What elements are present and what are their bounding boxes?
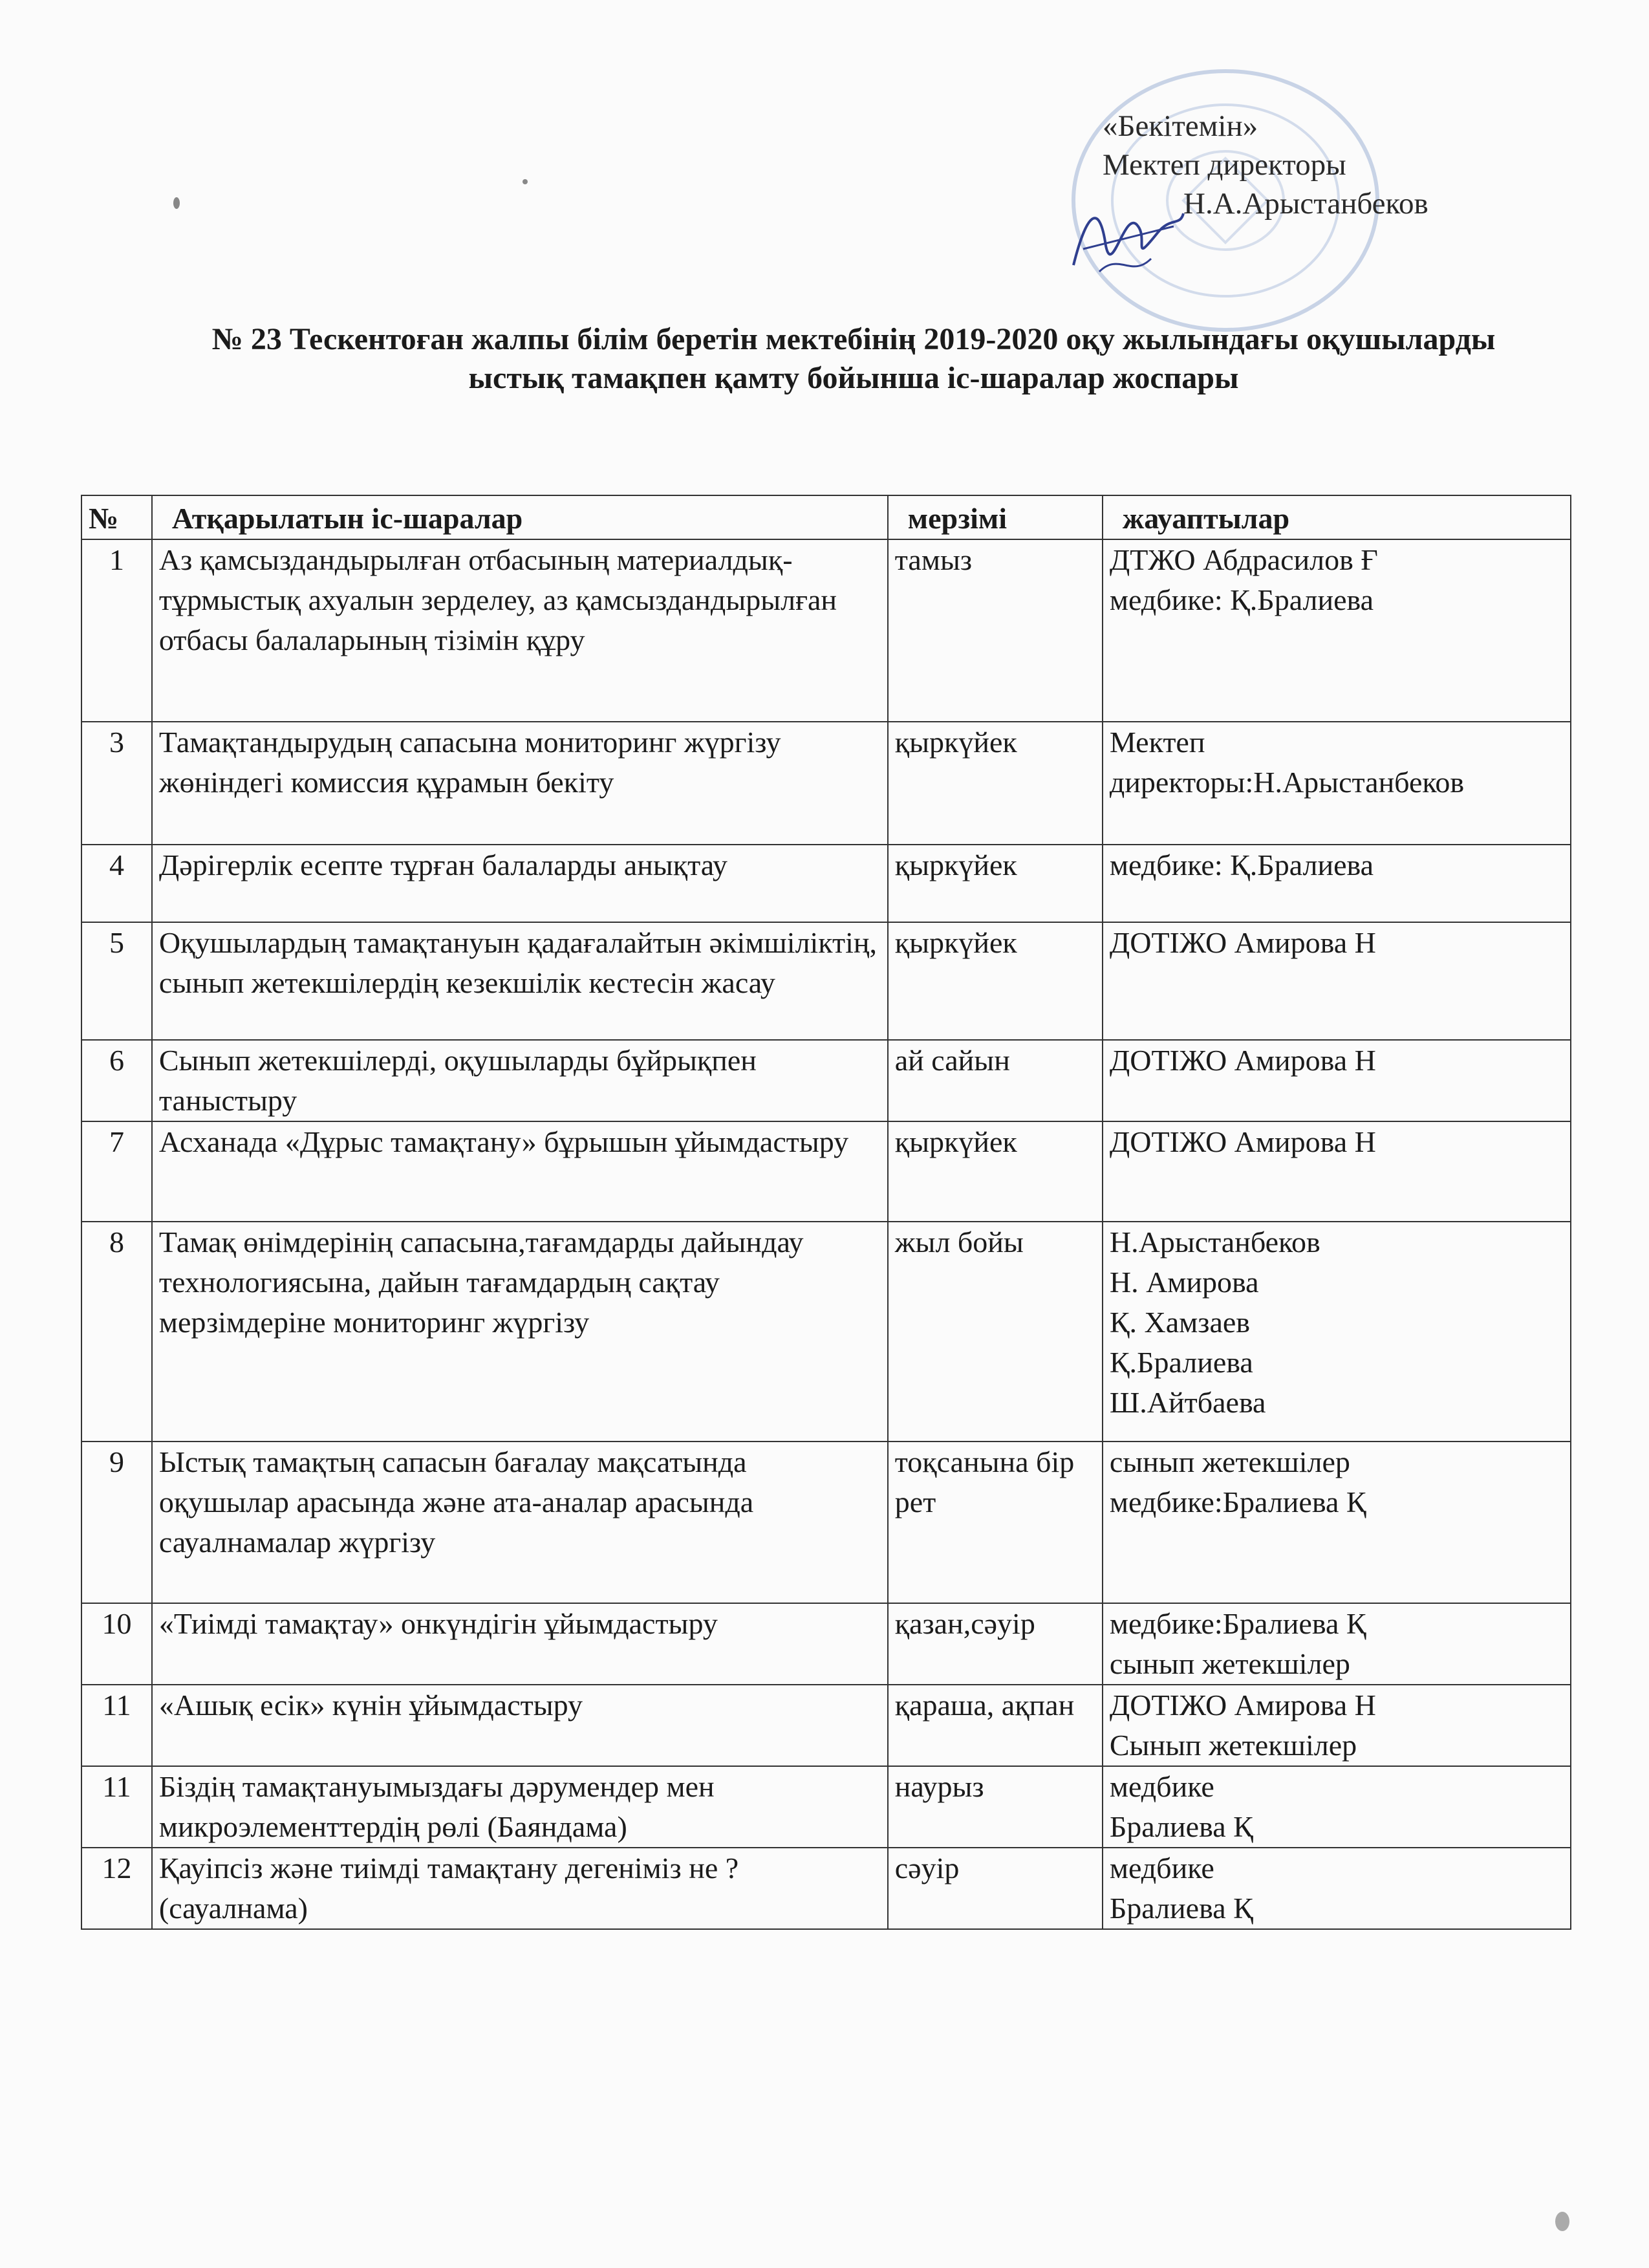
header-number: № <box>81 495 152 539</box>
row-responsible <box>1103 1121 1571 1222</box>
row-responsible <box>1103 1222 1571 1442</box>
scan-speck <box>523 179 528 184</box>
row-number: 9 <box>81 1442 152 1603</box>
row-responsible <box>1103 1685 1571 1766</box>
responsible-person: Сынып жетекшілер <box>1109 1729 1357 1762</box>
responsible-person: ДОТІЖО Амирова Н <box>1109 1689 1376 1722</box>
table-row <box>81 722 1571 845</box>
row-term: қыркүйек <box>888 1121 1103 1222</box>
table-row <box>81 1040 1571 1121</box>
row-responsible <box>1103 1040 1571 1121</box>
responsible-person: Ш.Айтбаева <box>1109 1386 1266 1419</box>
responsible-person: Мектеп директоры:Н.Арыстанбеков <box>1109 726 1465 799</box>
row-number: 12 <box>81 1848 152 1929</box>
table-row <box>81 845 1571 922</box>
scan-speck <box>173 197 180 209</box>
responsible-person: медбике <box>1109 1770 1214 1803</box>
row-activity: Біздің тамақтануымыздағы дәрумендер мен микроэлементтердің рөлі (Баяндама) <box>152 1766 888 1848</box>
row-term: ай сайын <box>888 1040 1103 1121</box>
row-number: 11 <box>81 1685 152 1766</box>
responsible-person: Қ.Бралиева <box>1109 1346 1253 1379</box>
row-responsible <box>1103 1766 1571 1848</box>
approval-director-name: Н.А.Арыстанбеков <box>1183 187 1428 221</box>
responsible-person: ДОТІЖО Амирова Н <box>1109 926 1376 959</box>
responsible-person: медбике <box>1109 1852 1214 1885</box>
row-term: қыркүйек <box>888 722 1103 845</box>
row-term: сәуір <box>888 1848 1103 1929</box>
row-number: 11 <box>81 1766 152 1848</box>
activity-plan-table <box>81 495 1571 1930</box>
row-activity: Асханада «Дұрыс тамақтану» бұрышын ұйымдастыру <box>152 1121 888 1222</box>
row-term: қараша, ақпан <box>888 1685 1103 1766</box>
row-activity: Дәрігерлік есепте тұрған балаларды анықтау <box>152 845 888 922</box>
responsible-person: сынып жетекшілер <box>1109 1647 1350 1680</box>
table-row <box>81 539 1571 722</box>
row-term: тоқсанына бір рет <box>888 1442 1103 1603</box>
row-responsible <box>1103 539 1571 722</box>
responsible-person: ДОТІЖО Амирова Н <box>1109 1044 1376 1077</box>
responsible-person: Бралиева Қ <box>1109 1892 1253 1925</box>
row-activity: Аз қамсыздандырылған отбасының материалдық-тұрмыстық ахуалын зерделеу, аз қамсыздандырылған отбасы балаларының тізімін құру <box>152 539 888 722</box>
row-number: 6 <box>81 1040 152 1121</box>
responsible-person: Н. Амирова <box>1109 1266 1259 1299</box>
row-number: 10 <box>81 1603 152 1685</box>
approval-heading: «Бекітемін» <box>1103 109 1258 143</box>
row-responsible <box>1103 1442 1571 1603</box>
row-number: 1 <box>81 539 152 722</box>
row-term: қыркүйек <box>888 922 1103 1040</box>
row-activity: «Тиімді тамақтау» онкүндігін ұйымдастыру <box>152 1603 888 1685</box>
row-number: 8 <box>81 1222 152 1442</box>
row-activity: Қауіпсіз және тиімді тамақтану дегеніміз не ? (сауалнама) <box>152 1848 888 1929</box>
header-activity: Атқарылатын іс-шаралар <box>152 495 888 539</box>
row-activity: Тамақ өнімдерінің сапасына,тағамдарды дайындау технологиясына, дайын тағамдардың сақтау мерзімдеріне мониторинг жүргізу <box>152 1222 888 1442</box>
table-body <box>81 539 1571 1929</box>
row-number: 3 <box>81 722 152 845</box>
table-header-row <box>81 495 1571 539</box>
row-number: 5 <box>81 922 152 1040</box>
row-term: қыркүйек <box>888 845 1103 922</box>
row-responsible <box>1103 845 1571 922</box>
row-responsible <box>1103 722 1571 845</box>
responsible-person: медбике:Бралиева Қ <box>1109 1607 1366 1640</box>
approval-block <box>1103 107 1428 223</box>
header-responsible: жауаптылар <box>1103 495 1571 539</box>
row-term: жыл бойы <box>888 1222 1103 1442</box>
row-activity: Оқушылардың тамақтануын қадағалайтын әкімшіліктің, сынып жетекшілердің кезекшілік кестесін жасау <box>152 922 888 1040</box>
responsible-person: ДТЖО Абдрасилов Ғ <box>1109 543 1378 576</box>
row-term: қазан,сәуір <box>888 1603 1103 1685</box>
document-title: № 23 Тескентоған жалпы білім беретін мектебінің 2019-2020 оқу жылындағы оқушыларды ыстық тамақпен қамту бойынша іс-шаралар жоспары <box>211 322 1496 395</box>
table-row <box>81 1603 1571 1685</box>
table-row <box>81 1848 1571 1929</box>
responsible-person: ДОТІЖО Амирова Н <box>1109 1125 1376 1158</box>
row-activity: «Ашық есік» күнін ұйымдастыру <box>152 1685 888 1766</box>
row-activity: Сынып жетекшілерді, оқушыларды бұйрықпен таныстыру <box>152 1040 888 1121</box>
table-row <box>81 1685 1571 1766</box>
row-term: наурыз <box>888 1766 1103 1848</box>
responsible-person: Қ. Хамзаев <box>1109 1306 1251 1339</box>
responsible-person: медбике: Қ.Бралиева <box>1109 583 1374 616</box>
row-responsible <box>1103 1848 1571 1929</box>
row-term: тамыз <box>888 539 1103 722</box>
table-row <box>81 1766 1571 1848</box>
row-responsible <box>1103 922 1571 1040</box>
row-number: 7 <box>81 1121 152 1222</box>
responsible-person: Н.Арыстанбеков <box>1109 1226 1320 1258</box>
header-term: мерзімі <box>888 495 1103 539</box>
table-row <box>81 922 1571 1040</box>
responsible-person: Бралиева Қ <box>1109 1810 1253 1843</box>
approval-position: Мектеп директоры <box>1103 148 1346 182</box>
row-activity: Тамақтандырудың сапасына мониторинг жүргізу жөніндегі комиссия құрамын бекіту <box>152 722 888 845</box>
row-number: 4 <box>81 845 152 922</box>
scan-speck <box>1555 2212 1569 2231</box>
table-row <box>81 1121 1571 1222</box>
responsible-person: медбике: Қ.Бралиева <box>1109 848 1374 881</box>
responsible-person: медбике:Бралиева Қ <box>1109 1485 1366 1518</box>
responsible-person: сынып жетекшілер <box>1109 1445 1350 1478</box>
table-row <box>81 1222 1571 1442</box>
row-responsible <box>1103 1603 1571 1685</box>
row-activity: Ыстық тамақтың сапасын бағалау мақсатында оқушылар арасында және ата-аналар арасында сауалнамалар жүргізу <box>152 1442 888 1603</box>
table-row <box>81 1442 1571 1603</box>
